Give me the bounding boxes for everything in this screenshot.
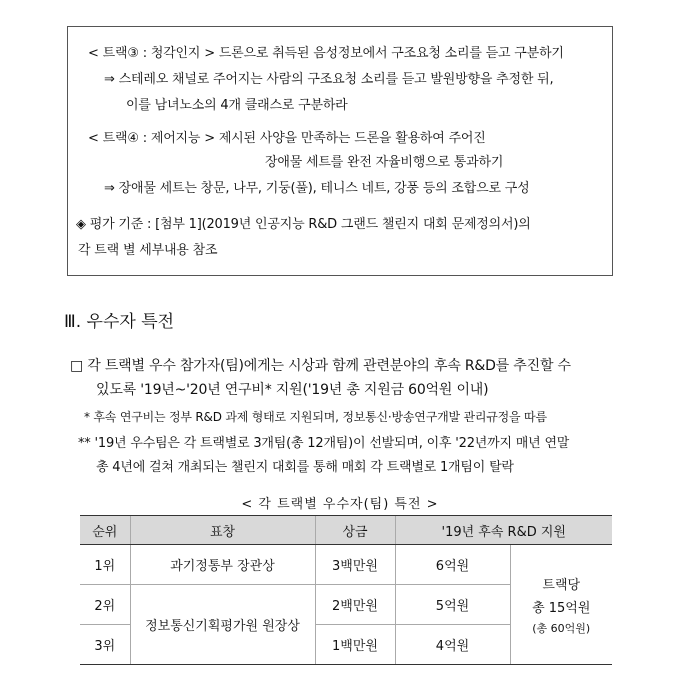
section-heading: Ⅲ. 우수자 특전	[64, 312, 175, 332]
evaluation-criteria-cont: 각 트랙 별 세부내용 참조	[78, 243, 218, 258]
rank-cell: 3위	[80, 625, 130, 665]
evaluation-criteria: ◈ 평가 기준 : [첨부 1](2019년 인공지능 R&D 그랜드 챌린지 대회 문제정의서)의	[76, 217, 531, 232]
header-support: '19년 후속 R&D 지원	[395, 516, 612, 545]
prize-cell: 3백만원	[315, 545, 395, 585]
header-prize: 상금	[315, 516, 395, 545]
support-cell: 6억원	[395, 545, 510, 585]
overall-total: (총 60억원)	[532, 621, 591, 635]
award-cell: 정보통신기획평가원 원장상	[130, 585, 315, 665]
footnote-2: ** '19년 우수팀은 각 트랙별로 3개팀(총 12개팀)이 선발되며, 이후 '22년까지 매년 연말	[78, 436, 570, 451]
rank-cell: 2위	[80, 585, 130, 625]
track4-title-cont: 장애물 세트를 완전 자율비행으로 통과하기	[265, 155, 504, 170]
footnote-1: * 후속 연구비는 정부 R&D 과제 형태로 지원되며, 정보통신·방송연구개발 관리규정을 따름	[84, 410, 547, 424]
award-cell: 과기정통부 장관상	[130, 545, 315, 585]
track3-detail-cont: 이를 남녀노소의 4개 클래스로 구분하라	[126, 98, 348, 113]
benefit-paragraph: □ 각 트랙별 우수 참가자(팀)에게는 시상과 함께 관련분야의 후속 R&D를 추진할 수	[70, 358, 571, 374]
prize-cell: 2백만원	[315, 585, 395, 625]
benefits-table	[80, 515, 612, 665]
footnote-2-cont: 총 4년에 걸쳐 개최되는 챌린지 대회를 통해 매회 각 트랙별로 1개팀이 탈락	[96, 460, 514, 475]
support-cell: 4억원	[395, 625, 510, 665]
benefit-paragraph-cont: 있도록 '19년~'20년 연구비* 지원('19년 총 지원금 60억원 이내)	[96, 382, 489, 398]
track4-detail: ⇒ 장애물 세트는 창문, 나무, 기둥(풀), 테니스 네트, 강풍 등의 조합으로 구성	[104, 181, 530, 196]
prize-cell: 1백만원	[315, 625, 395, 665]
per-track-cell	[510, 545, 612, 665]
per-track-total: 총 15억원	[532, 600, 591, 616]
header-award: 표창	[130, 516, 315, 545]
table-header-row	[80, 516, 612, 545]
per-track-label: 트랙당	[542, 577, 581, 593]
table-title: < 각 트랙별 우수자(팀) 특전 >	[241, 497, 439, 512]
track4-title: < 트랙④ : 제어지능 > 제시된 사양을 만족하는 드론을 활용하여 주어진	[88, 131, 486, 146]
rank-cell: 1위	[80, 545, 130, 585]
header-rank: 순위	[80, 516, 130, 545]
table-row	[80, 545, 612, 585]
track3-title: < 트랙③ : 청각인지 > 드론으로 취득된 음성정보에서 구조요청 소리를 듣고 구분하기	[88, 46, 564, 61]
track3-detail: ⇒ 스테레오 채널로 주어지는 사람의 구조요청 소리를 듣고 발원방향을 추정한 뒤,	[104, 72, 554, 87]
support-cell: 5억원	[395, 585, 510, 625]
